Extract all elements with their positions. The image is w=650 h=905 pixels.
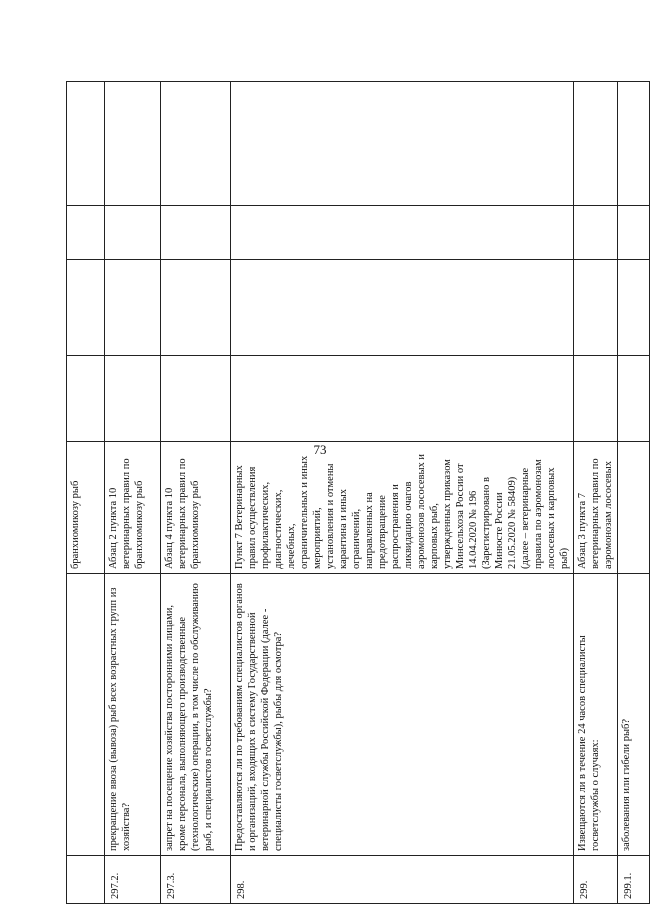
note-cell bbox=[231, 82, 574, 206]
answer-cell-na bbox=[618, 206, 650, 260]
question-cell: запрет на посещение хозяйства посторонними лицами, кроме персонала, выполняющего производственные (технологические) операции, в том числе по обслуживанию рыб, и специалистов госветслужбы? bbox=[161, 574, 231, 856]
answer-cell-no bbox=[161, 260, 231, 356]
answer-cell-no bbox=[574, 260, 618, 356]
question-cell: Извещаются ли в течение 24 часов специалисты госветслужбы о случаях: bbox=[574, 574, 618, 856]
row-number: 297.2. bbox=[105, 856, 161, 904]
table-row bbox=[618, 82, 650, 904]
answer-cell-yes bbox=[105, 356, 161, 442]
row-number bbox=[67, 856, 105, 904]
reference-cell: Абзац 3 пункта 7 ветеринарных правил по аэромонозам лососевых bbox=[574, 442, 618, 574]
reference-cell: бранхиомикозу рыб bbox=[67, 442, 105, 574]
note-cell bbox=[618, 82, 650, 206]
table-row bbox=[105, 82, 161, 904]
question-cell: Предоставляются ли по требованиям специалистов органов и организаций, входящих в систему Государственной ветеринарной службы Российской Федерации (далее - специалисты госветслужбы), рыбы для осмотра? bbox=[231, 574, 574, 856]
answer-cell-na bbox=[105, 206, 161, 260]
answer-cell-yes bbox=[574, 356, 618, 442]
reference-cell: Пункт 7 Ветеринарных правил осуществления профилактических, диагностических, лечебных, ограничительных и иных мероприятий, установления и отмены карантина и иных ограничений, направленных на предотвращение распространения и ликвидацию очагов аэромонозов лососевых и карповых рыб, утвержденных приказом Минсельхоза России от 14.04.2020 № 196 (Зарегистрировано в Минюсте России 21.05.2020 № 58409) (далее – ветеринарные правила по аэромонозам лососевых и карповых рыб) bbox=[231, 442, 574, 574]
answer-cell-na bbox=[574, 206, 618, 260]
table-row bbox=[231, 82, 574, 904]
answer-cell-na bbox=[231, 206, 574, 260]
note-cell bbox=[105, 82, 161, 206]
reference-cell: Абзац 4 пункта 10 ветеринарных правил по бранхиомикозу рыб bbox=[161, 442, 231, 574]
question-cell: заболевания или гибели рыб? bbox=[618, 574, 650, 856]
table-row bbox=[67, 82, 105, 904]
note-cell bbox=[161, 82, 231, 206]
answer-cell-no bbox=[231, 260, 574, 356]
table-row bbox=[574, 82, 618, 904]
table-row bbox=[161, 82, 231, 904]
reference-cell: Абзац 2 пункта 10 ветеринарных правил по бранхиомикозу рыб bbox=[105, 442, 161, 574]
answer-cell-na bbox=[67, 206, 105, 260]
answer-cell-no bbox=[67, 260, 105, 356]
row-number: 299. bbox=[574, 856, 618, 904]
row-number: 299.1. bbox=[618, 856, 650, 904]
note-cell bbox=[574, 82, 618, 206]
checklist-table-region bbox=[66, 82, 634, 904]
answer-cell-no bbox=[105, 260, 161, 356]
page-number: 73 bbox=[313, 442, 327, 457]
answer-cell-yes bbox=[161, 356, 231, 442]
note-cell bbox=[67, 82, 105, 206]
answer-cell-yes bbox=[618, 356, 650, 442]
question-cell: прекращение ввоза (вывоза) рыб всех возрастных групп из хозяйства? bbox=[105, 574, 161, 856]
question-cell bbox=[67, 574, 105, 856]
answer-cell-yes bbox=[67, 356, 105, 442]
answer-cell-no bbox=[618, 260, 650, 356]
row-number: 297.3. bbox=[161, 856, 231, 904]
checklist-table bbox=[66, 81, 650, 904]
reference-cell bbox=[618, 442, 650, 574]
answer-cell-yes bbox=[231, 356, 574, 442]
row-number: 298. bbox=[231, 856, 574, 904]
rotated-table-container bbox=[66, 82, 634, 904]
answer-cell-na bbox=[161, 206, 231, 260]
